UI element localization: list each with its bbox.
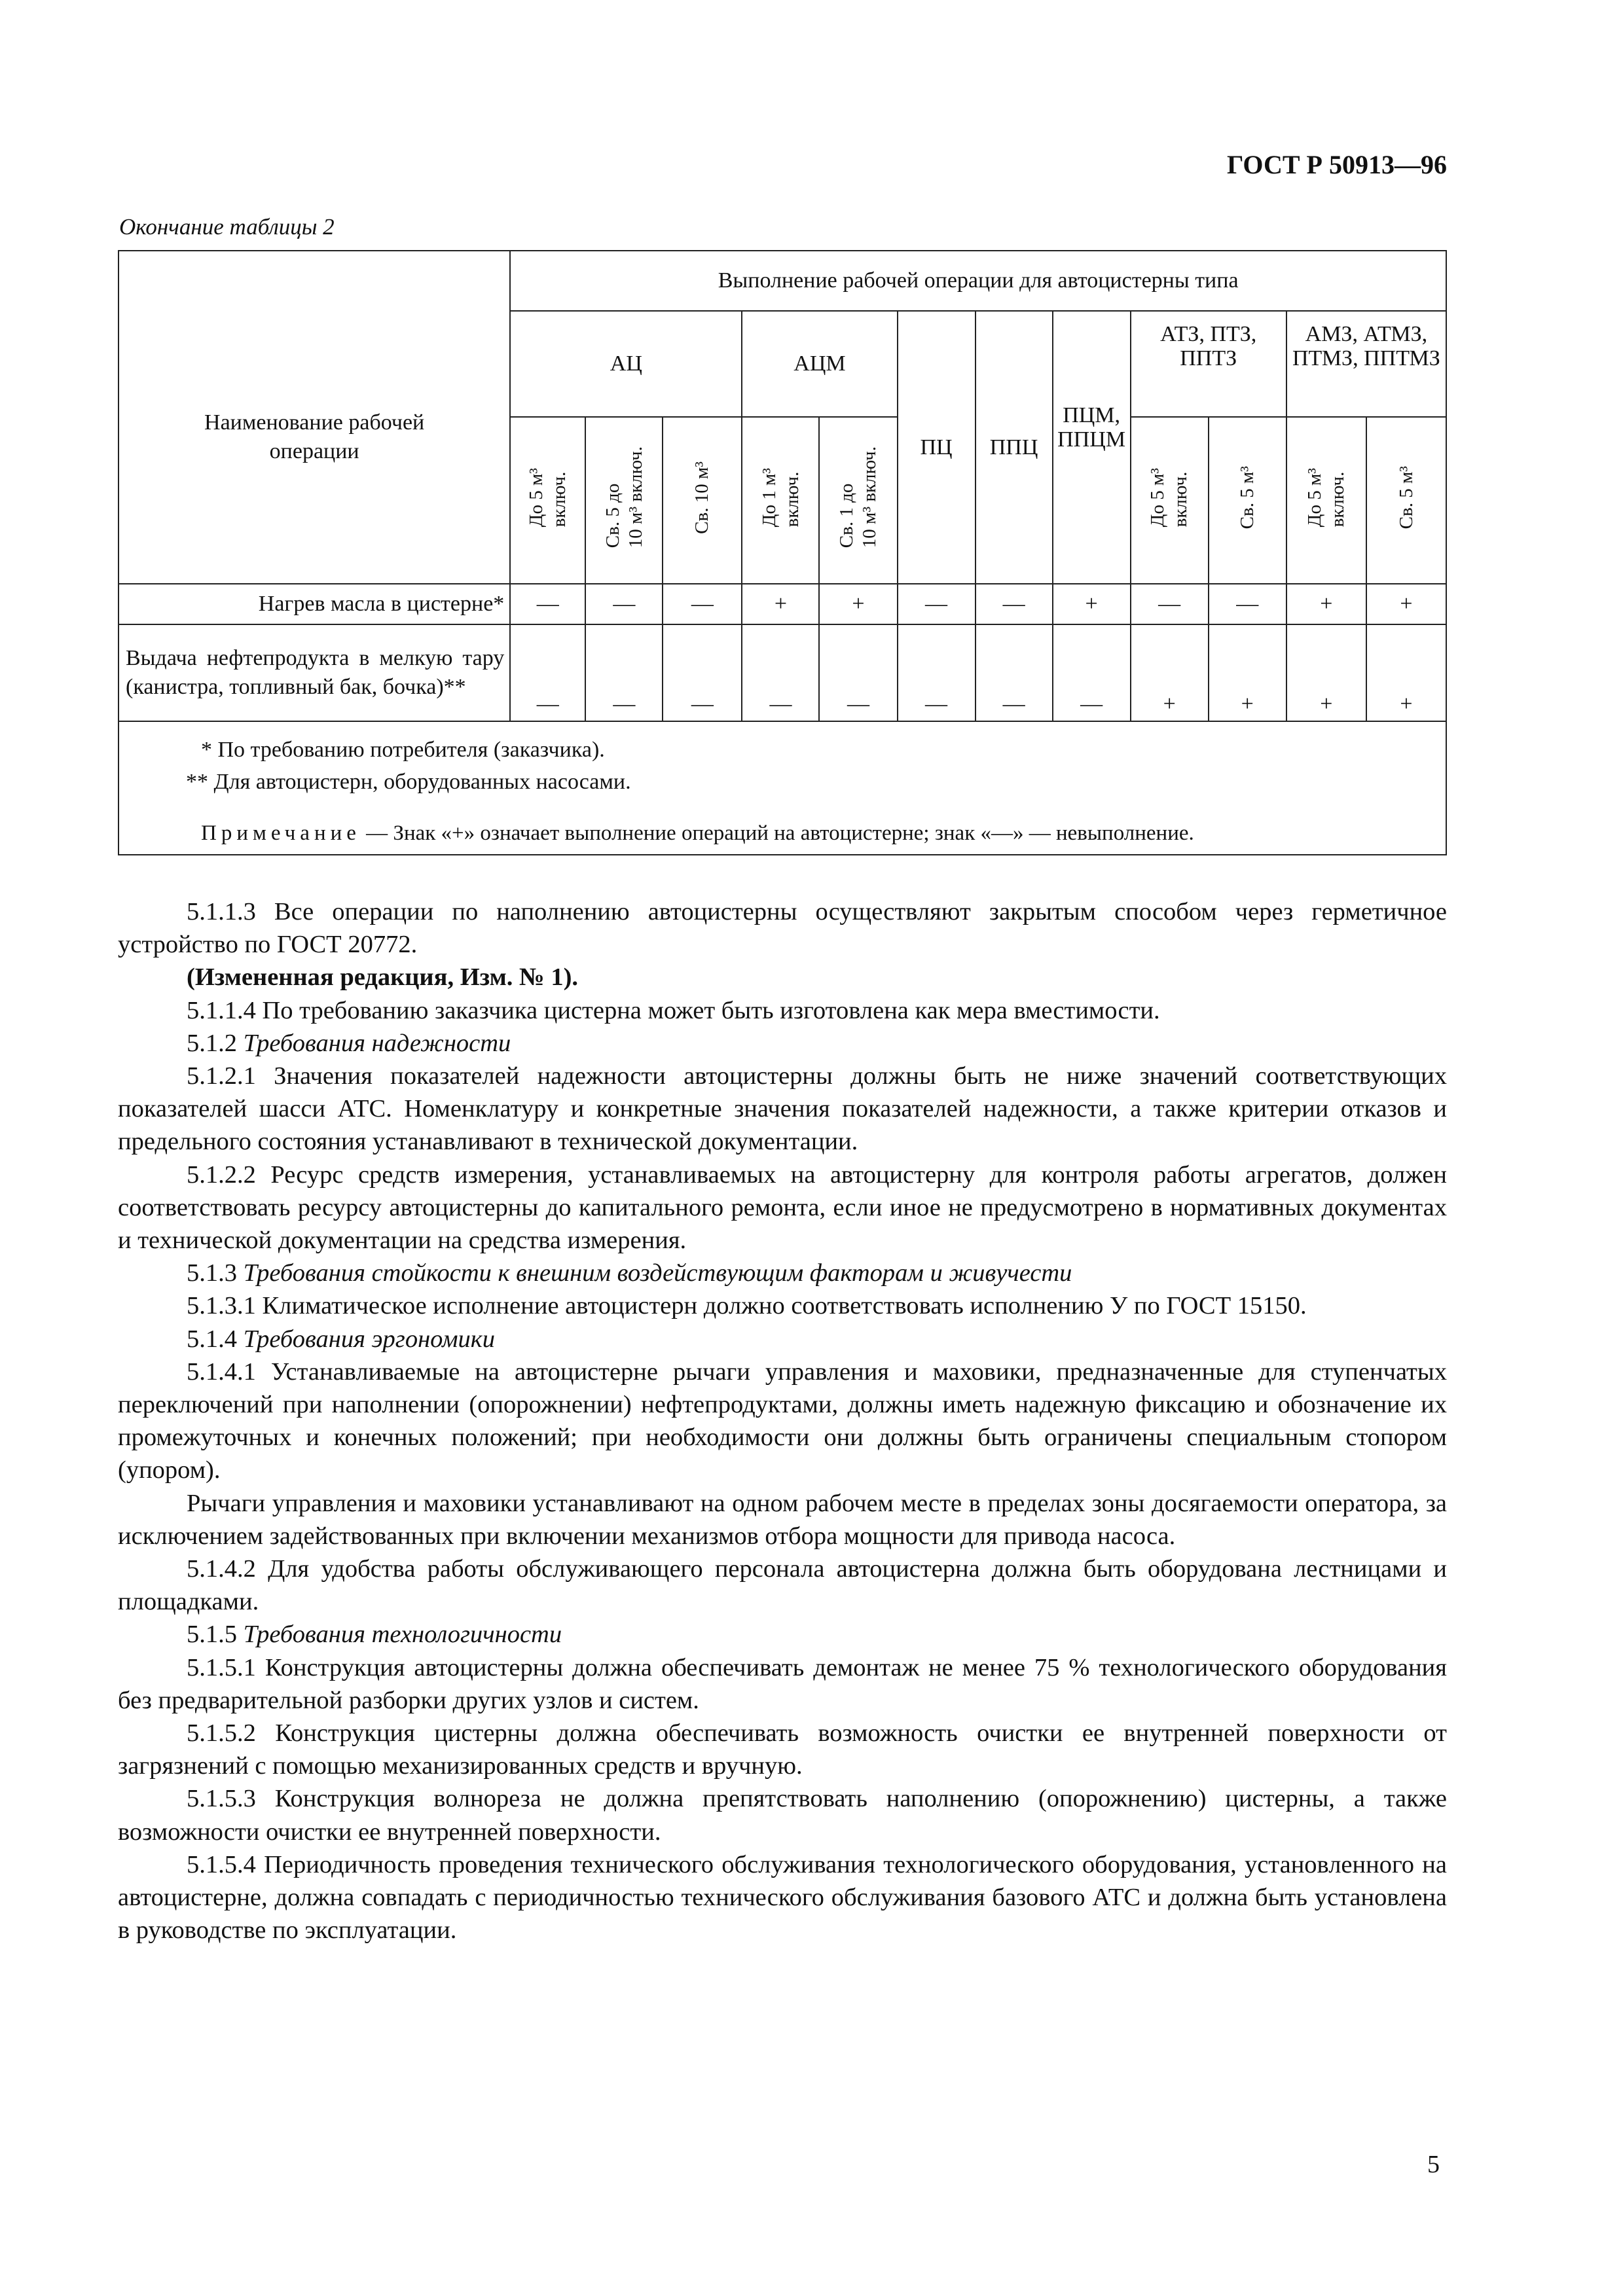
sub-atz-1-label: До 5 м³ включ. (1147, 467, 1192, 528)
row-header-cell (119, 251, 510, 584)
paragraph-levers: Рычаги управления и маховики устанавливают на одном рабочем месте в пределах зоны досягаемости оператора, за исключением задействованных при включении механизмов отбора мощности для привода насоса. (118, 1489, 1447, 1550)
table-cell: — (663, 584, 742, 624)
sub-atz-1 (1131, 417, 1209, 584)
paragraph-5-1-4-1: 5.1.4.1 Устанавливаемые на автоцистерне рычаги управления и маховики, предназначенные для ступенчатых переключений при наполнении (опорожнении) нефтепродуктами, должны иметь надежную фиксацию и обозначение их промежуточных и конечных положений; при необходимости они должны быть ограничены специальным стопором (упором). (118, 1357, 1447, 1484)
sub-amz-2 (1366, 417, 1446, 584)
group-atz-label: АТЗ, ПТЗ, ППТЗ (1160, 322, 1257, 371)
table-note (126, 818, 1439, 850)
table-caption: Окончание таблицы 2 (119, 214, 335, 240)
section-title: Требования технологичности (243, 1621, 562, 1649)
table-cell: — (898, 584, 976, 624)
footnote-2: ** Для автоцистерн, оборудованных насосами. (186, 770, 631, 795)
table-cell: — (1053, 624, 1131, 721)
sub-atz-2 (1209, 417, 1286, 584)
sub-atz-2-label: Св. 5 м³ (1236, 465, 1258, 529)
paragraph-5-1-2-2: 5.1.2.2 Ресурс средств измерения, устанавливаемых на автоцистерну для контроля работы агрегатов, должен соответствовать ресурсу автоцистерны до капитального ремонта, если иное не предусмотрено в нормативных документах и технической документации на средства измерения. (118, 1160, 1447, 1255)
section-5-1-2-heading (118, 1027, 1447, 1060)
section-5-1-3-heading (118, 1257, 1447, 1289)
table-cell: — (742, 624, 819, 721)
section-5-1-5-heading (118, 1618, 1447, 1651)
table-cell: — (1209, 584, 1286, 624)
section-number: 5.1.2 (187, 1029, 237, 1057)
row-label: Нагрев масла в цистерне* (119, 584, 510, 624)
sub-acm-2-label: Св. 1 до 10 м³ включ. (836, 446, 880, 548)
group-pcm (1053, 311, 1131, 584)
sub-ac-1 (510, 417, 585, 584)
note-text: — Знак «+» означает выполнение операций на автоцистерне; знак «—» — невыполнение. (360, 821, 1194, 845)
table-cell: — (663, 624, 742, 721)
table-cell: — (585, 624, 663, 721)
section-number: 5.1.5 (187, 1621, 237, 1649)
row-label: Выдача нефтепродукта в мелкую тару (канистра, топливный бак, бочка)** (119, 624, 510, 721)
table-cell: + (1209, 624, 1286, 721)
paragraph-5-1-2-1: 5.1.2.1 Значения показателей надежности автоцистерны должны быть не ниже значений соответствующих показателей шасси АТС. Номенклатуру и конкретные значения показателей надежности, а также критерии отказов и предельного состояния устанавливают в технической документации. (118, 1062, 1447, 1156)
table-cell: — (510, 624, 585, 721)
sub-acm-1-label: До 1 м³ включ. (758, 467, 803, 528)
paragraph-5-1-1-4: 5.1.1.4 По требованию заказчика цистерна может быть изготовлена как мера вместимости. (187, 996, 1160, 1024)
page-number: 5 (1427, 2151, 1440, 2178)
sub-amz-1-label: До 5 м³ включ. (1304, 467, 1348, 528)
table-cell: + (1286, 584, 1366, 624)
group-amz (1286, 311, 1446, 417)
table-cell: + (1366, 584, 1446, 624)
paragraph-5-1-5-4: 5.1.5.4 Периодичность проведения технического обслуживания технологического оборудования, установленного на автоцистерне, должна совпадать с периодичностью технического обслуживания базового АТС и должна быть установлена в руководстве по эксплуатации. (118, 1850, 1447, 1945)
paragraph-5-1-1-3: 5.1.1.3 Все операции по наполнению автоцистерны осуществляют закрытым способом через герметичное устройство по ГОСТ 20772. (118, 898, 1447, 959)
table-cell: — (819, 624, 897, 721)
main-header: Выполнение рабочей операции для автоцистерны типа (510, 251, 1446, 311)
table-cell: + (1053, 584, 1131, 624)
group-atz (1131, 311, 1286, 417)
table-cell: + (1366, 624, 1446, 721)
footnote-1: * По требованию потребителя (заказчика). (201, 738, 605, 762)
group-amz-label: АМЗ, АТМЗ, ПТМЗ, ППТМЗ (1292, 322, 1440, 371)
note-label: Примечание (201, 821, 361, 845)
table-cell: — (585, 584, 663, 624)
paragraph-5-1-5-1: 5.1.5.1 Конструкция автоцистерны должна обеспечивать демонтаж не менее 75 % технологического оборудования без предварительной разборки других узлов и систем. (118, 1653, 1447, 1714)
group-acm: АЦМ (742, 311, 897, 417)
sub-ac-2 (585, 417, 663, 584)
group-pcm-label: ПЦМ, ППЦМ (1057, 403, 1126, 452)
amendment-note: (Измененная редакция, Изм. № 1). (187, 963, 579, 992)
section-5-1-4-heading (118, 1323, 1447, 1355)
paragraph-5-1-4-2: 5.1.4.2 Для удобства работы обслуживающего персонала автоцистерна должна быть оборудована лестницами и площадками. (118, 1555, 1447, 1616)
sub-amz-1 (1286, 417, 1366, 584)
sub-acm-2 (819, 417, 897, 584)
sub-ac-2-label: Св. 5 до 10 м³ включ. (602, 446, 646, 548)
table-cell: + (819, 584, 897, 624)
table-notes (119, 721, 1446, 855)
table-cell: — (898, 624, 976, 721)
section-number: 5.1.4 (187, 1325, 237, 1353)
sub-ac-1-label: До 5 м³ включ. (526, 467, 570, 528)
row-header-label: Наименование рабочей операции (204, 410, 425, 463)
body-text (118, 895, 1447, 1947)
sub-amz-2-label: Св. 5 м³ (1395, 465, 1417, 529)
table-cell: — (1131, 584, 1209, 624)
document-code: ГОСТ Р 50913—96 (1226, 150, 1447, 179)
table-cell: — (976, 624, 1053, 721)
sub-ac-3 (663, 417, 742, 584)
paragraph-5-1-5-3: 5.1.5.3 Конструкция волнореза не должна препятствовать наполнению (опорожнению) цистерны, а также возможности очистки ее внутренней поверхности. (118, 1785, 1447, 1846)
group-ac: АЦ (510, 311, 742, 417)
table-cell: + (1286, 624, 1366, 721)
table-row (119, 584, 1446, 624)
table-row (119, 624, 1446, 721)
table-cell: — (976, 584, 1053, 624)
group-pc: ПЦ (898, 311, 976, 584)
paragraph-5-1-5-2: 5.1.5.2 Конструкция цистерны должна обеспечивать возможность очистки ее внутренней поверхности от загрязнений с помощью механизированных средств и вручную. (118, 1719, 1447, 1780)
paragraph-5-1-3-1: 5.1.3.1 Климатическое исполнение автоцистерн должно соответствовать исполнению У по ГОСТ 15150. (187, 1292, 1307, 1320)
section-title: Требования надежности (243, 1029, 511, 1057)
table-cell: — (510, 584, 585, 624)
section-number: 5.1.3 (187, 1259, 237, 1287)
operations-table (118, 250, 1447, 855)
sub-acm-1 (742, 417, 819, 584)
table-cell: + (1131, 624, 1209, 721)
group-ppc: ППЦ (976, 311, 1053, 584)
table-cell: + (742, 584, 819, 624)
section-title: Требования стойкости к внешним воздействующим факторам и живучести (243, 1259, 1072, 1287)
sub-ac-3-label: Св. 10 м³ (691, 461, 713, 534)
section-title: Требования эргономики (243, 1325, 496, 1353)
